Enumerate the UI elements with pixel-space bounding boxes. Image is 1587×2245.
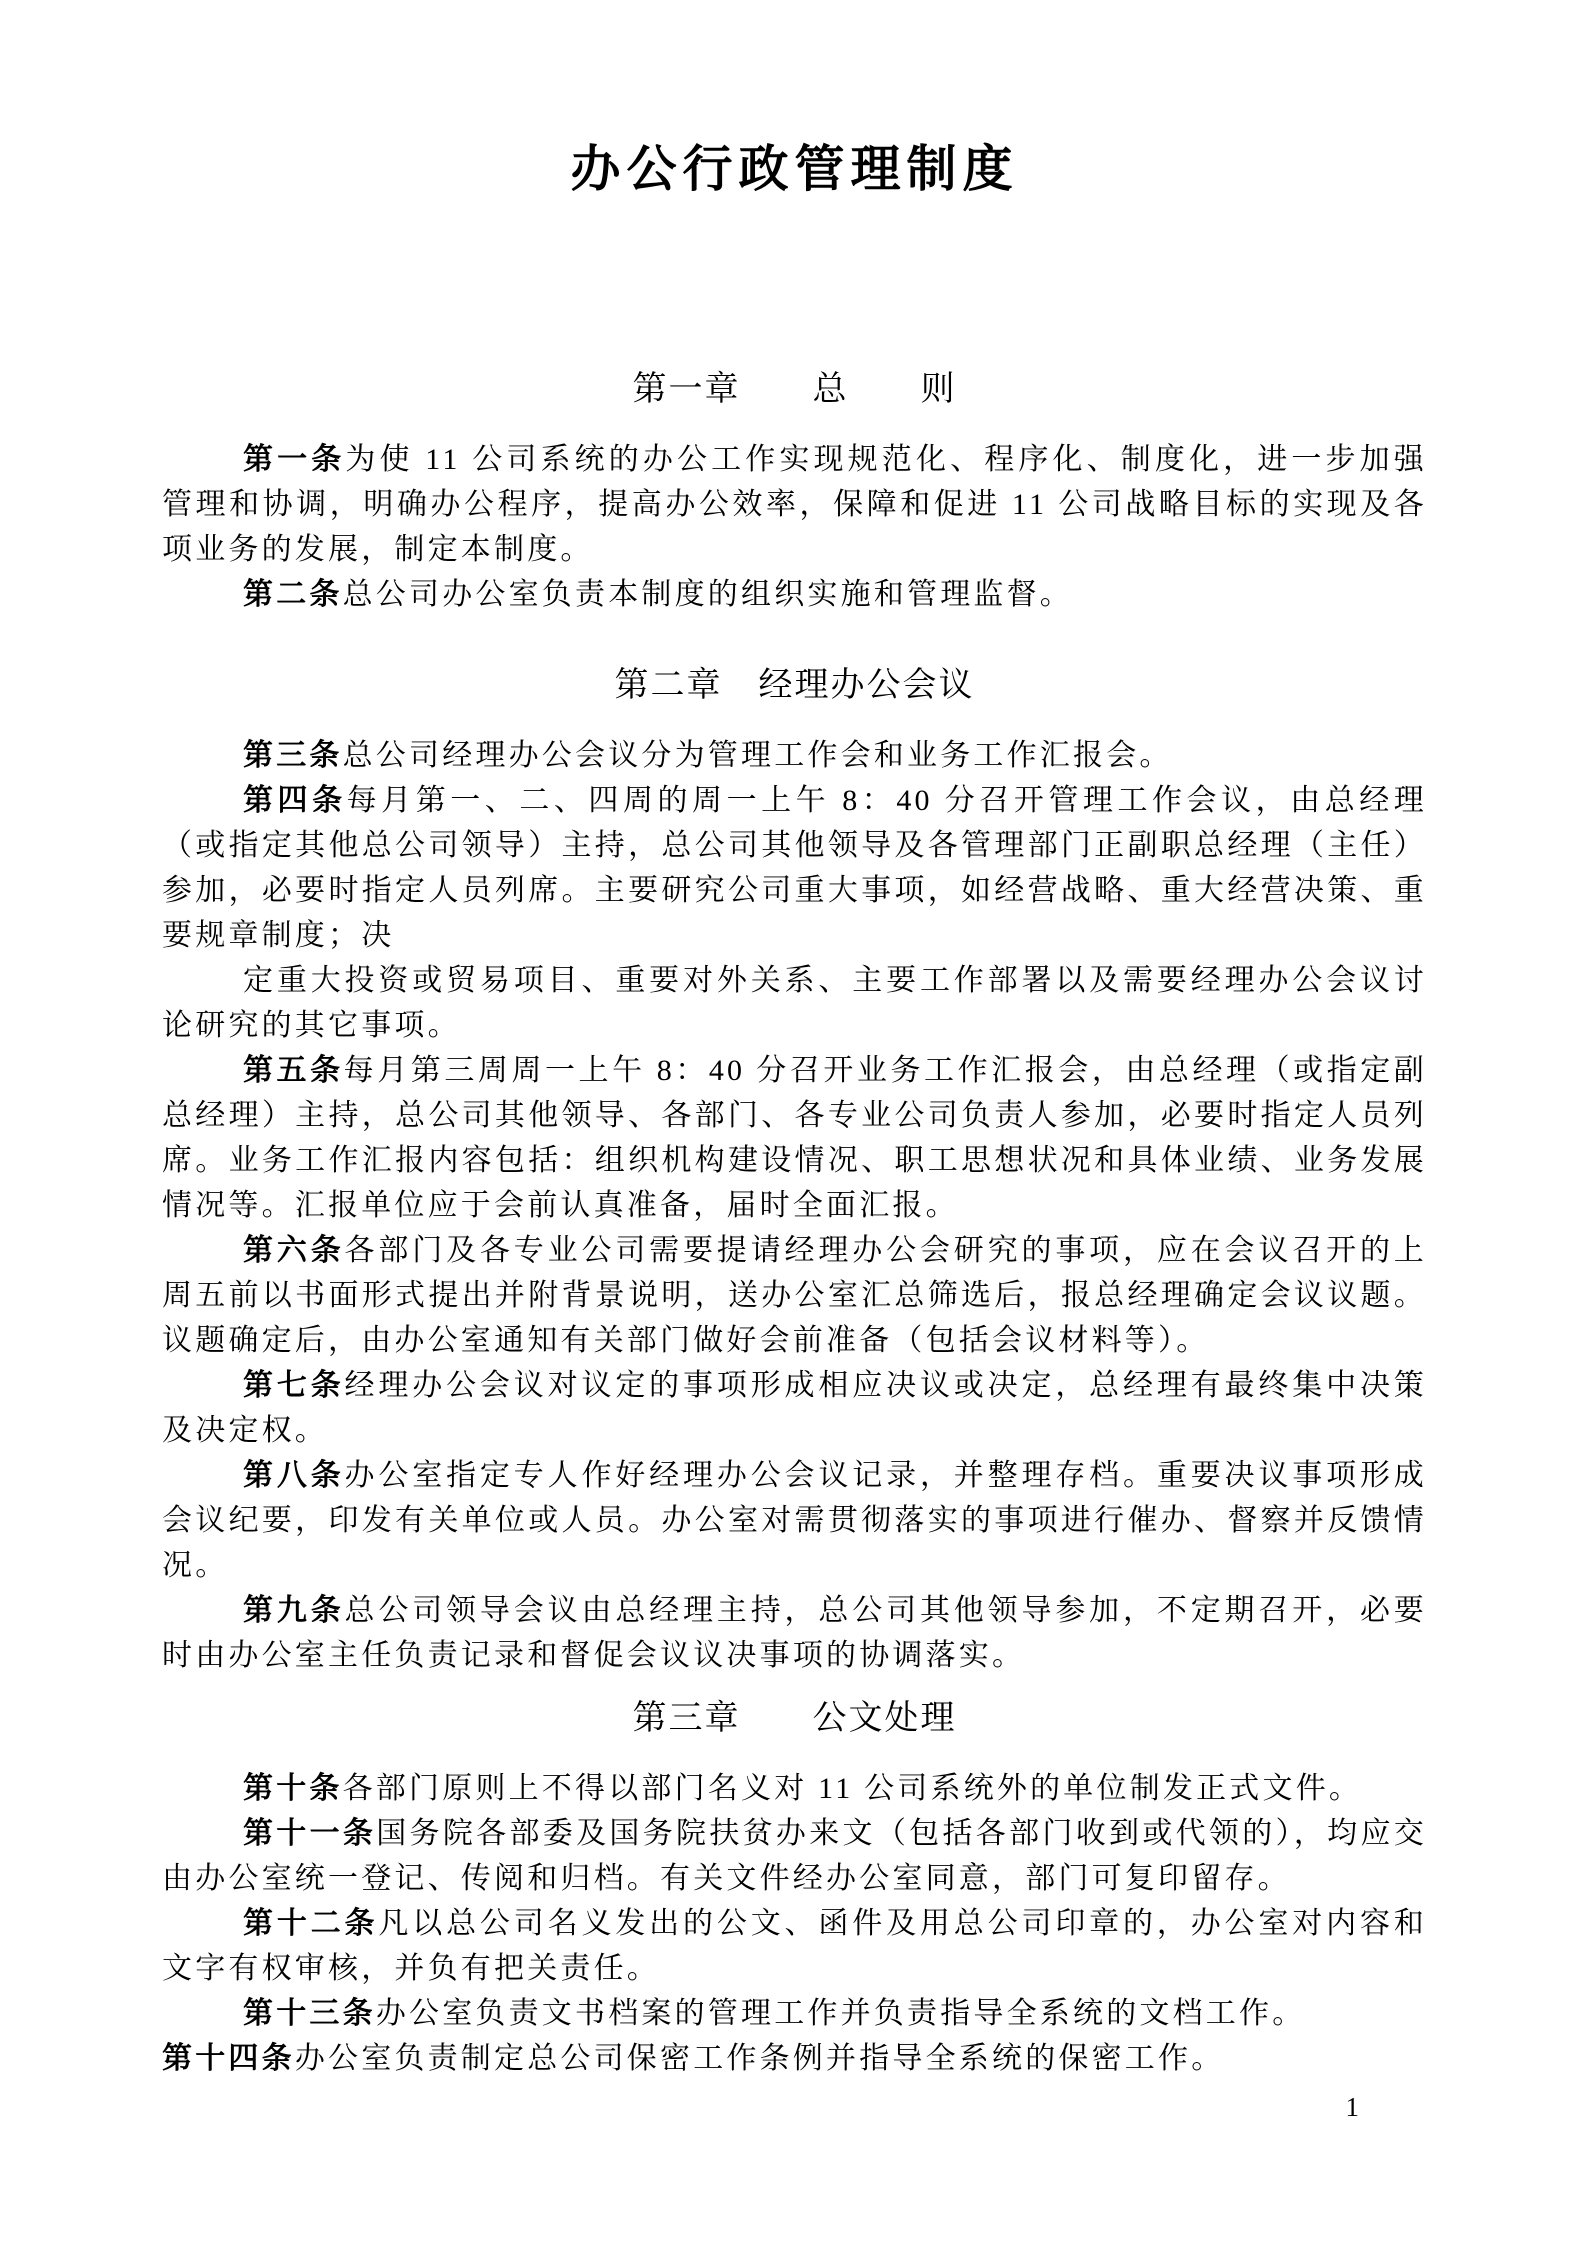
article-paragraph	[162, 1588, 1427, 1678]
article-text: 办公室指定专人作好经理办公会议记录，并整理存档。重要决议事项形成会议纪要，印发有关单位或人员。办公室对需贯彻落实的事项进行催办、督察并反馈情况。	[162, 1459, 1427, 1582]
article-text: 为使 11 公司系统的办公工作实现规范化、程序化、制度化，进一步加强管理和协调，明确办公程序，提高办公效率，保障和促进 11 公司战略目标的实现及各项业务的发展，制定本制度。	[162, 443, 1427, 566]
article-text: 办公室负责制定总公司保密工作条例并指导全系统的保密工作。	[294, 2042, 1225, 2075]
article-label: 第八条	[243, 1459, 345, 1492]
article-label: 第十一条	[243, 1817, 377, 1850]
article-text: 每月第一、二、四周的周一上午 8：40 分召开管理工作会议，由总经理（或指定其他总公司领导）主持，总公司其他领导及各管理部门正副职总经理（主任）参加，必要时指定人员列席。主要研究公司重大事项，如经营战略、重大经营决策、重要规章制度；决	[162, 784, 1427, 952]
document-title: 办公行政管理制度	[570, 141, 1019, 197]
article-paragraph	[162, 1991, 1427, 2036]
article-text: 总公司领导会议由总经理主持，总公司其他领导参加，不定期召开，必要时由办公室主任负责记录和督促会议议决事项的协调落实。	[162, 1594, 1427, 1672]
article-label: 第三条	[243, 739, 343, 772]
article-text: 国务院各部委及国务院扶贫办来文（包括各部门收到或代领的），均应交由办公室统一登记、传阅和归档。有关文件经办公室同意，部门可复印留存。	[162, 1817, 1427, 1895]
article-text: 总公司经理办公会议分为管理工作会和业务工作汇报会。	[342, 739, 1173, 772]
chapter-2-heading: 第二章 经理办公会议	[614, 667, 975, 704]
article-paragraph	[162, 778, 1427, 958]
chapter-3-heading: 第三章 公文处理	[632, 1700, 957, 1737]
article-text: 每月第三周周一上午 8：40 分召开业务工作汇报会，由总经理（或指定副总经理）主持，总公司其他领导、各部门、各专业公司负责人参加，必要时指定人员列席。业务工作汇报内容包括：组织机构建设情况、职工思想状况和具体业绩、业务发展情况等。汇报单位应于会前认真准备，届时全面汇报。	[162, 1054, 1427, 1222]
article-label: 第一条	[243, 443, 346, 476]
article-continuation-paragraph	[162, 958, 1427, 1048]
article-label: 第五条	[243, 1054, 344, 1087]
article-label: 第九条	[243, 1594, 345, 1627]
article-paragraph	[162, 733, 1427, 778]
article-text: 凡以总公司名义发出的公文、函件及用总公司印章的，办公室对内容和文字有权审核，并负有把关责任。	[162, 1907, 1427, 1985]
article-text: 定重大投资或贸易项目、重要对外关系、主要工作部署以及需要经理办公会议讨论研究的其它事项。	[162, 964, 1427, 1042]
article-paragraph	[162, 1766, 1427, 1811]
article-paragraph	[162, 1901, 1427, 1991]
article-text: 各部门原则上不得以部门名义对 11 公司系统外的单位制发正式文件。	[342, 1772, 1363, 1805]
chapter-1-heading: 第一章 总 则	[632, 371, 957, 408]
article-label: 第七条	[243, 1369, 345, 1402]
article-paragraph	[162, 437, 1427, 572]
article-paragraph	[162, 1363, 1427, 1453]
article-paragraph	[162, 572, 1427, 617]
article-paragraph	[162, 2036, 1427, 2081]
article-label: 第十四条	[162, 2042, 295, 2075]
article-label: 第二条	[243, 578, 343, 611]
article-label: 第十条	[243, 1772, 343, 1805]
article-text: 总公司办公室负责本制度的组织实施和管理监督。	[342, 578, 1074, 611]
article-paragraph	[162, 1811, 1427, 1901]
article-label: 第十三条	[243, 1997, 376, 2030]
article-text: 各部门及各专业公司需要提请经理办公会研究的事项，应在会议召开的上周五前以书面形式提出并附背景说明，送办公室汇总筛选后，报总经理确定会议议题。议题确定后，由办公室通知有关部门做好会前准备（包括会议材料等）。	[162, 1234, 1427, 1357]
article-text: 办公室负责文书档案的管理工作并负责指导全系统的文档工作。	[375, 1997, 1306, 2030]
article-paragraph	[162, 1453, 1427, 1588]
article-label: 第四条	[243, 784, 347, 817]
article-paragraph	[162, 1228, 1427, 1363]
article-label: 第十二条	[243, 1907, 379, 1940]
article-label: 第六条	[243, 1234, 345, 1267]
article-text: 经理办公会议对议定的事项形成相应决议或决定，总经理有最终集中决策及决定权。	[162, 1369, 1427, 1447]
article-paragraph	[162, 1048, 1427, 1228]
page-number: 1	[1345, 2092, 1359, 2122]
